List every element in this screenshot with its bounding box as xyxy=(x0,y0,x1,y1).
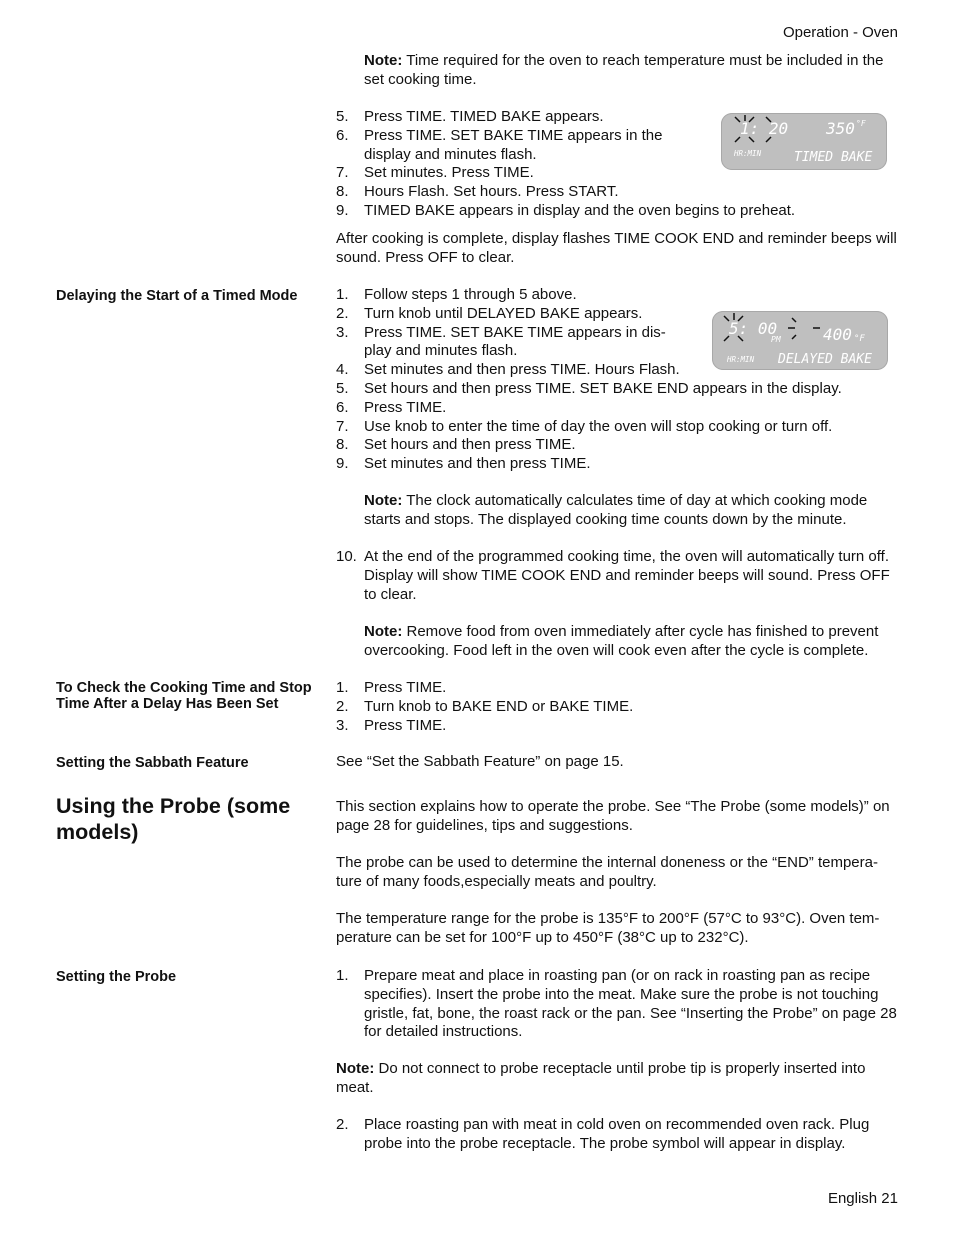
page-number: English 21 xyxy=(827,1190,898,1207)
timed-bake-note: Note: Time required for the oven to reach temperature must be included in the set cooking time. xyxy=(364,52,884,88)
list-item: 4. Set minutes and then press TIME. Hours Flash. xyxy=(336,361,680,379)
list-item: 8. Hours Flash. Set hours. Press START. xyxy=(336,183,619,201)
list-item: 6. Press TIME. xyxy=(336,398,447,416)
list-item: 1. Follow steps 1 through 5 above. xyxy=(336,286,577,303)
setting-probe-step-1 xyxy=(336,967,898,1042)
check-heading: To Check the Cooking Time and Stop Time After a Delay Has Been Set xyxy=(56,680,312,712)
mode-label: TIMED BAKE xyxy=(794,150,873,165)
setting-probe-note: Note: Do not connect to probe receptacle until probe tip is properly inserted into meat. xyxy=(336,1060,866,1096)
probe-intro: This section explains how to operate the probe. See “The Probe (some models)” on page 28 for guidelines, tips and suggestions. xyxy=(336,798,890,834)
probe-temp-range: The temperature range for the probe is 135°F to 200°F (57°C to 93°C). Oven tem-perature can be set for 100°F up to 450°F (38°C up to 232°C). xyxy=(336,910,880,946)
hr-min-label: HR:MIN xyxy=(727,355,755,364)
check-steps xyxy=(336,679,898,735)
probe-doneness: The probe can be used to determine the internal doneness or the “END” tempera-ture of many foods,especially meats and poultry. xyxy=(336,854,878,890)
timer-readout: 5: 00 xyxy=(729,319,778,338)
hr-min-label: HR:MIN xyxy=(734,149,762,158)
timer-readout: 1: 20 xyxy=(740,119,789,138)
list-item: 2. Turn knob to BAKE END or BAKE TIME. xyxy=(336,697,634,715)
list-item: 9. Set minutes and then press TIME. xyxy=(336,455,591,473)
after-cooking-text: After cooking is complete, display flashes TIME COOK END and reminder beeps will sound. Press OFF to clear. xyxy=(336,230,897,266)
list-item: 2. Place roasting pan with meat in cold oven on recommended oven rack. Plug probe into the probe receptacle. The probe symbol will appear in display. xyxy=(336,1116,870,1152)
list-item: 5. Press TIME. TIMED BAKE appears. xyxy=(336,108,604,125)
list-item: 7. Set minutes. Press TIME. xyxy=(336,164,534,182)
setting-probe-step-2 xyxy=(336,1116,898,1154)
list-item: 2. Turn knob until DELAYED BAKE appears. xyxy=(336,304,643,322)
list-item: 9. TIMED BAKE appears in display and the oven begins to preheat. xyxy=(336,201,796,219)
delay-note-clock: Note: The clock automatically calculates time of day at which cooking mode starts and stops. The displayed cooking time counts down by the minute. xyxy=(364,492,868,528)
temp-unit: °F xyxy=(856,119,866,128)
list-item: 3. Press TIME. SET BAKE TIME appears in dis-play and minutes flash. xyxy=(336,323,666,360)
temp-unit: °F xyxy=(854,334,865,344)
temp-readout: 400 xyxy=(823,325,852,344)
sabbath-text: See “Set the Sabbath Feature” on page 15. xyxy=(336,753,624,770)
list-item: 10. At the end of the programmed cooking time, the oven will automatically turn off. Display will show TIME COOK END and reminder beeps will sound. Press OFF to clear. xyxy=(336,548,890,603)
pm-indicator: PM xyxy=(771,335,781,344)
list-item: 6. Press TIME. SET BAKE TIME appears in the display and minutes flash. xyxy=(336,126,663,163)
delay-step-10 xyxy=(336,548,898,604)
running-header: Operation - Oven xyxy=(782,24,898,41)
list-item: 3. Press TIME. xyxy=(336,716,447,734)
mode-label: DELAYED BAKE xyxy=(778,352,872,367)
temp-readout: 350 xyxy=(826,119,855,138)
setting-probe-heading: Setting the Probe xyxy=(56,969,177,985)
sabbath-heading: Setting the Sabbath Feature xyxy=(56,755,249,771)
list-item: 8. Set hours and then press TIME. xyxy=(336,436,576,454)
section-heading: Using the Probe (some models) xyxy=(56,794,291,844)
list-item: 7. Use knob to enter the time of day the oven will stop cooking or turn off. xyxy=(336,417,833,435)
list-item: 5. Set hours and then press TIME. SET BAKE END appears in the display. xyxy=(336,379,842,397)
delayed-bake-display xyxy=(712,311,888,370)
list-item: 1. Prepare meat and place in roasting pan (or on rack in roasting pan as recipe specifies). Insert the probe into the meat. Make sure the probe is not touching gristle, fat, bone, the roast rack or the pan. See “Inserting the Probe” on page 28 for detailed instructions. xyxy=(336,967,897,1041)
timed-bake-display xyxy=(721,113,887,170)
list-item: 1. Press TIME. xyxy=(336,679,447,696)
delay-note-remove-food: Note: Remove food from oven immediately after cycle has finished to prevent overcooking. Food left in the oven will cook even after the cycle is complete. xyxy=(364,623,879,659)
delay-heading: Delaying the Start of a Timed Mode xyxy=(56,288,298,304)
